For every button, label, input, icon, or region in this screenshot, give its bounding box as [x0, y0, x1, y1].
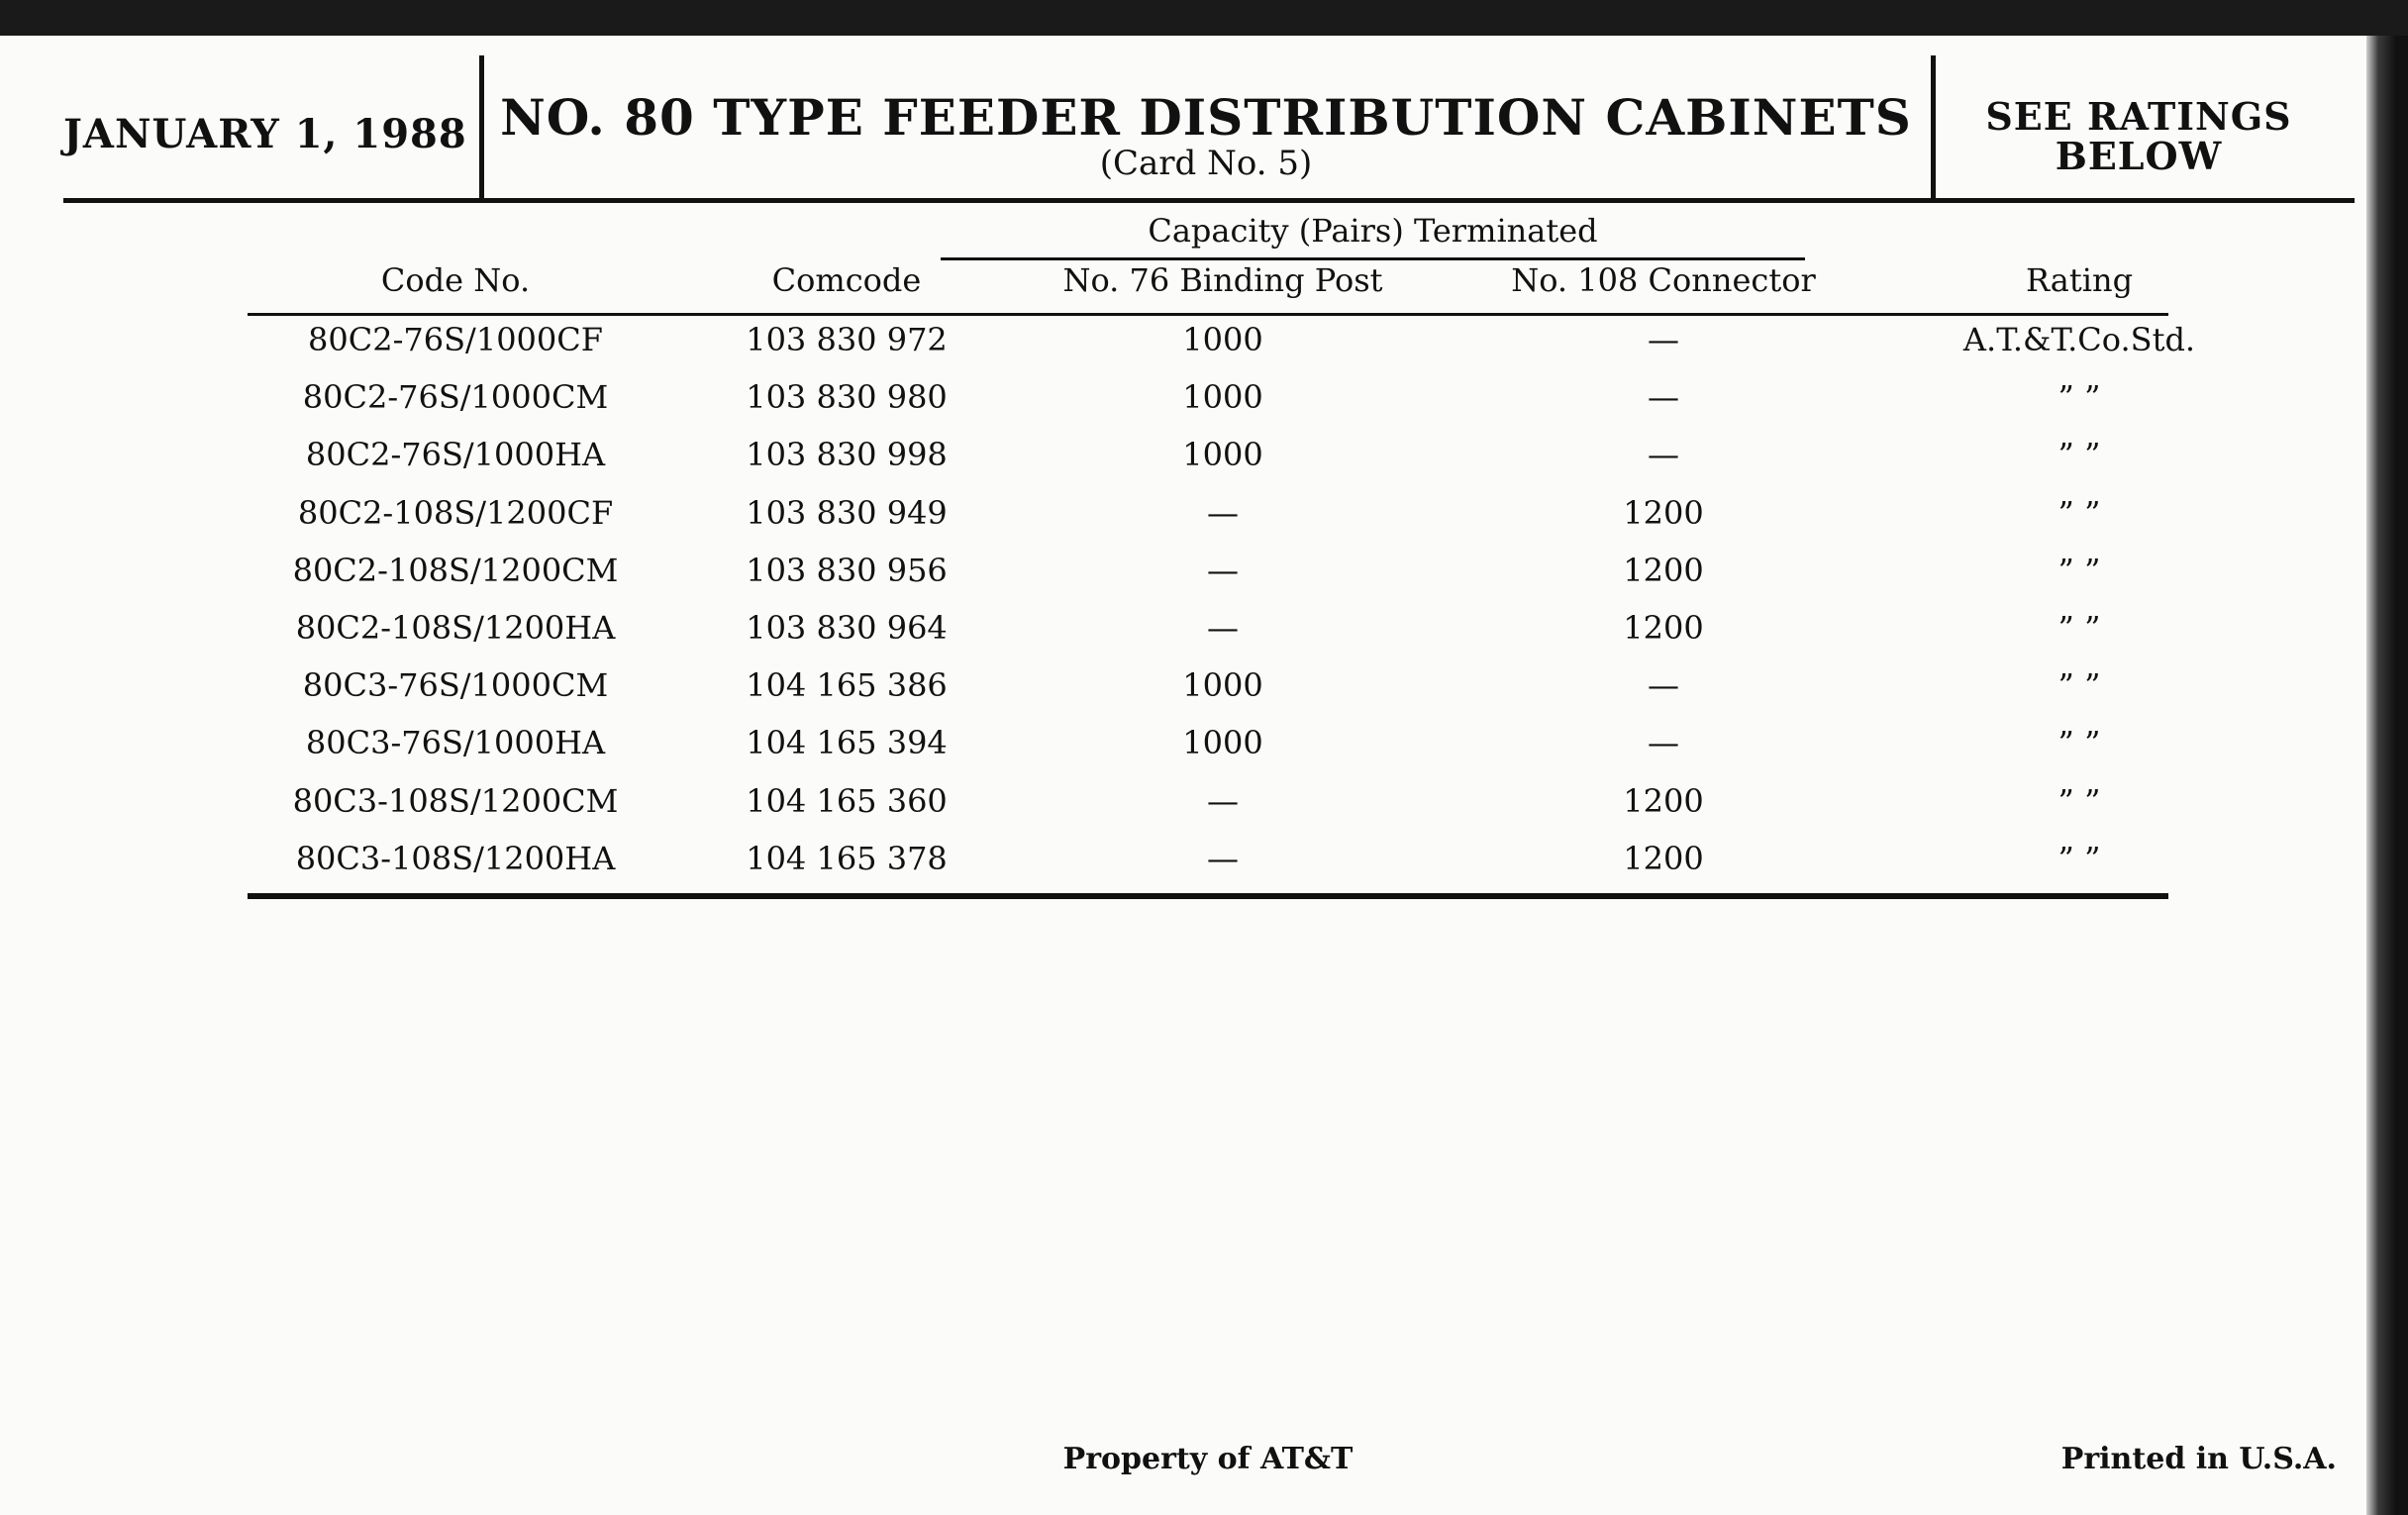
connector-cell: 1200	[1623, 493, 1704, 532]
code-cell: 80C3-76S/1000HA	[305, 724, 606, 762]
property-notice: Property of AT&T	[1062, 1442, 1354, 1476]
rating-cell: ” ”	[2057, 609, 2101, 647]
comcode-cell: 103 830 998	[746, 436, 948, 474]
binding-post-cell: 1000	[1182, 321, 1263, 358]
ratings-note-line2: BELOW	[2055, 134, 2223, 178]
binding-post-cell: —	[1207, 609, 1239, 647]
binding-post-cell: —	[1207, 551, 1239, 589]
code-cell: 80C2-108S/1200CF	[297, 493, 614, 532]
binding-post-cell: 1000	[1182, 666, 1263, 705]
code-cell: 80C3-108S/1200HA	[295, 839, 616, 877]
comcode-cell: 103 830 964	[746, 609, 948, 647]
connector-cell: —	[1648, 378, 1679, 417]
connector-cell: 1200	[1623, 609, 1704, 647]
table-bottom-rule	[248, 893, 2168, 899]
table-row	[248, 830, 2168, 887]
connector-cell: 1200	[1623, 839, 1704, 877]
connector-cell: —	[1648, 436, 1679, 474]
col-header-rating: Rating	[2025, 261, 2134, 299]
binding-post-cell: —	[1207, 839, 1239, 877]
comcode-cell: 104 165 360	[746, 781, 948, 820]
header-rule	[63, 198, 2355, 203]
connector-cell: 1200	[1623, 551, 1704, 589]
comcode-cell: 104 165 378	[746, 839, 948, 877]
code-cell: 80C2-108S/1200CM	[292, 551, 619, 589]
binding-post-cell: 1000	[1182, 436, 1263, 474]
table-row	[248, 656, 2168, 714]
code-cell: 80C3-108S/1200CM	[292, 781, 619, 820]
code-cell: 80C2-76S/1000HA	[305, 436, 606, 474]
connector-cell: 1200	[1623, 781, 1704, 820]
ratings-note-line1: SEE RATINGS	[1985, 94, 2292, 139]
title-block	[485, 88, 1927, 183]
col-header-code: Code No.	[380, 261, 531, 299]
rating-cell: ” ”	[2057, 436, 2101, 474]
header-divider-left	[479, 55, 484, 202]
table-row	[248, 542, 2168, 599]
ratings-note	[1941, 94, 2337, 178]
binding-post-cell: 1000	[1182, 724, 1263, 762]
rating-cell: ” ”	[2057, 839, 2101, 877]
rating-cell: A.T.&T.Co.Std.	[1962, 321, 2196, 358]
code-cell: 80C2-108S/1200HA	[295, 609, 616, 647]
table-row	[248, 714, 2168, 771]
table-row	[248, 368, 2168, 426]
rating-cell: ” ”	[2057, 781, 2101, 820]
capacity-group-header: Capacity (Pairs) Terminated	[1148, 212, 1598, 250]
document-title: NO. 80 TYPE FEEDER DISTRIBUTION CABINETS	[500, 88, 1912, 147]
connector-cell: —	[1648, 724, 1679, 762]
comcode-cell: 103 830 972	[746, 321, 948, 358]
print-notice: Printed in U.S.A.	[2060, 1442, 2337, 1476]
table-row	[248, 772, 2168, 830]
capacity-group-rule	[941, 257, 1805, 260]
comcode-cell: 103 830 949	[746, 493, 948, 532]
scan-edge	[2366, 36, 2408, 1515]
code-cell: 80C2-76S/1000CF	[308, 321, 603, 358]
rating-cell: ” ”	[2057, 493, 2101, 532]
issue-date: JANUARY 1, 1988	[63, 111, 467, 157]
connector-cell: —	[1648, 666, 1679, 705]
comcode-cell: 104 165 386	[746, 666, 948, 705]
binding-post-cell: —	[1207, 493, 1239, 532]
rating-cell: ” ”	[2057, 551, 2101, 589]
rating-cell: ” ”	[2057, 378, 2101, 417]
col-header-connector: No. 108 Connector	[1511, 261, 1816, 299]
binding-post-cell: 1000	[1182, 378, 1263, 417]
col-header-comcode: Comcode	[771, 261, 922, 299]
comcode-cell: 103 830 956	[746, 551, 948, 589]
code-cell: 80C2-76S/1000CM	[302, 378, 609, 417]
col-header-binding-post: No. 76 Binding Post	[1062, 261, 1383, 299]
table-row	[248, 599, 2168, 656]
binding-post-cell: —	[1207, 781, 1239, 820]
rating-cell: ” ”	[2057, 724, 2101, 762]
table-row	[248, 311, 2196, 368]
comcode-cell: 103 830 980	[746, 378, 948, 417]
table-row	[248, 426, 2168, 483]
table-row	[248, 484, 2168, 542]
header-divider-right	[1931, 55, 1936, 202]
code-cell: 80C3-76S/1000CM	[302, 666, 609, 705]
document-subtitle: (Card No. 5)	[1099, 144, 1313, 183]
rating-cell: ” ”	[2057, 666, 2101, 705]
connector-cell: —	[1648, 321, 1679, 358]
comcode-cell: 104 165 394	[746, 724, 948, 762]
